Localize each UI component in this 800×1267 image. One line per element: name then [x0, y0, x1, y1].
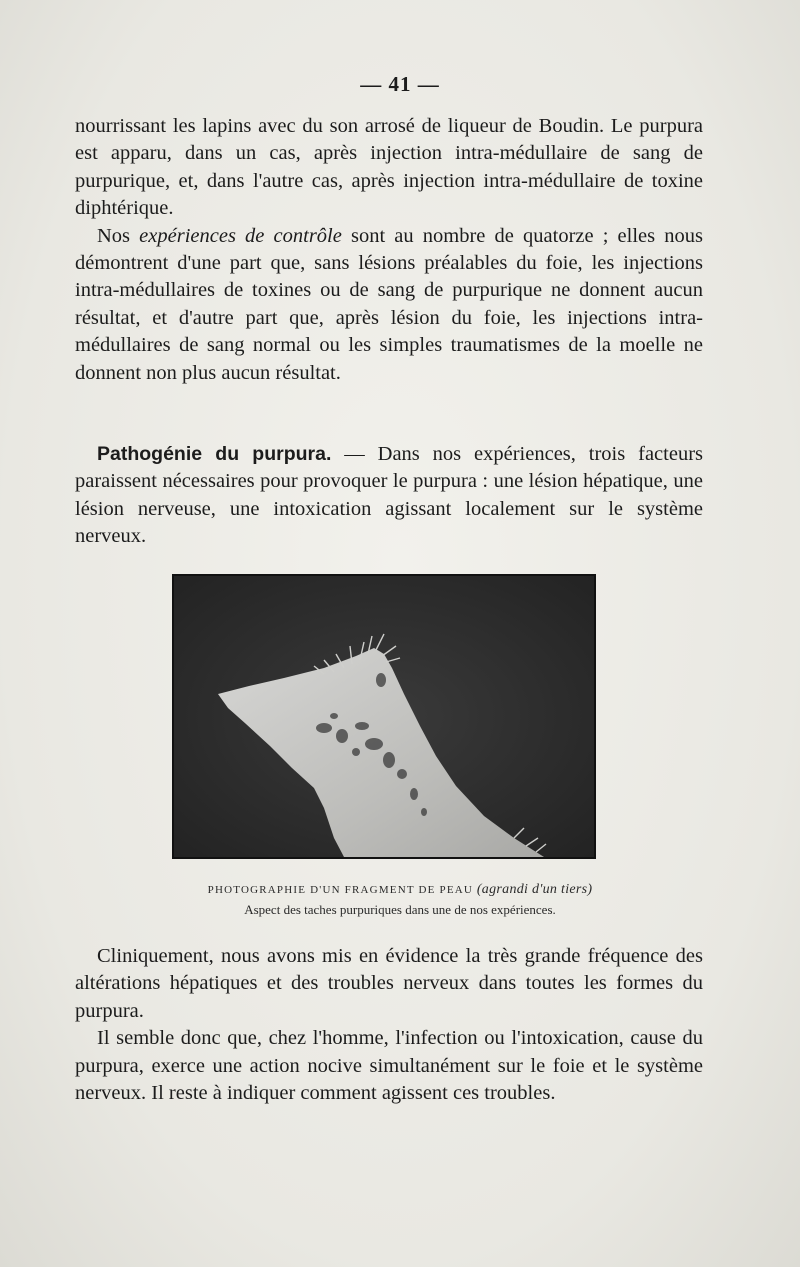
section-text: — Dans nos expériences, trois facteurs paraissent nécessaires pour provoquer le purpura : une lésion hépatique, une lésion nerveuse, une intoxication agissant localement sur le système nerveux. — [75, 443, 703, 548]
paragraph-clinical: Cliniquement, nous avons mis en évidence la très grande fréquence des altérations hépatiques et des troubles nerveux dans toutes les formes du purpura. — [75, 945, 703, 1022]
skin-photograph — [172, 574, 596, 859]
paragraph-conclusion: Il semble donc que, chez l'homme, l'infection ou l'intoxication, cause du purpura, exerce une action nocive simultanément sur le foie et le système nerveux. Il reste à indiquer comment agissent ces troubles. — [75, 1027, 703, 1105]
paragraph-continuation: nourrissant les lapins avec du son arrosé de liqueur de Boudin. Le purpura est apparu, dans un cas, après injection intra-médullaire de sang de purpurique, et, dans l'autre cas, après injection intra-médullaire de toxine diphtérique. — [75, 115, 703, 220]
paragraph-pathogenie — [75, 441, 703, 551]
section-heading: Pathogénie du purpura. — [97, 443, 332, 465]
skin-fragment-image — [174, 576, 594, 857]
figure-caption-description: Aspect des taches purpuriques dans une de nos expériences. — [244, 902, 556, 917]
text-block-bottom — [75, 943, 703, 1107]
page-number: — 41 — — [360, 72, 440, 96]
paragraph-control-experiments — [75, 223, 703, 387]
text-block-top — [75, 113, 703, 387]
figure-caption — [100, 879, 700, 900]
caption-note: (agrandi d'un tiers) — [476, 882, 593, 897]
caption-label: PHOTOGRAPHIE D'UN FRAGMENT DE PEAU — [207, 884, 474, 896]
paragraph-body: sont au nombre de quatorze ; elles nous démontrent d'une part que, sans lésions préalables du foie, les injections intra-médullaires de toxines ou de sang de purpurique ne donnent aucun résultat, et d'autre part que, après lésion du foie, les injections intra-médullaires de sang normal ou les simples traumatismes de la moelle ne donnent non plus aucun résultat. — [75, 224, 703, 384]
text-block-pathogenie — [75, 441, 703, 551]
paragraph-lead: Nos — [97, 224, 140, 247]
emphasis-controle: expériences de contrôle — [139, 224, 342, 247]
